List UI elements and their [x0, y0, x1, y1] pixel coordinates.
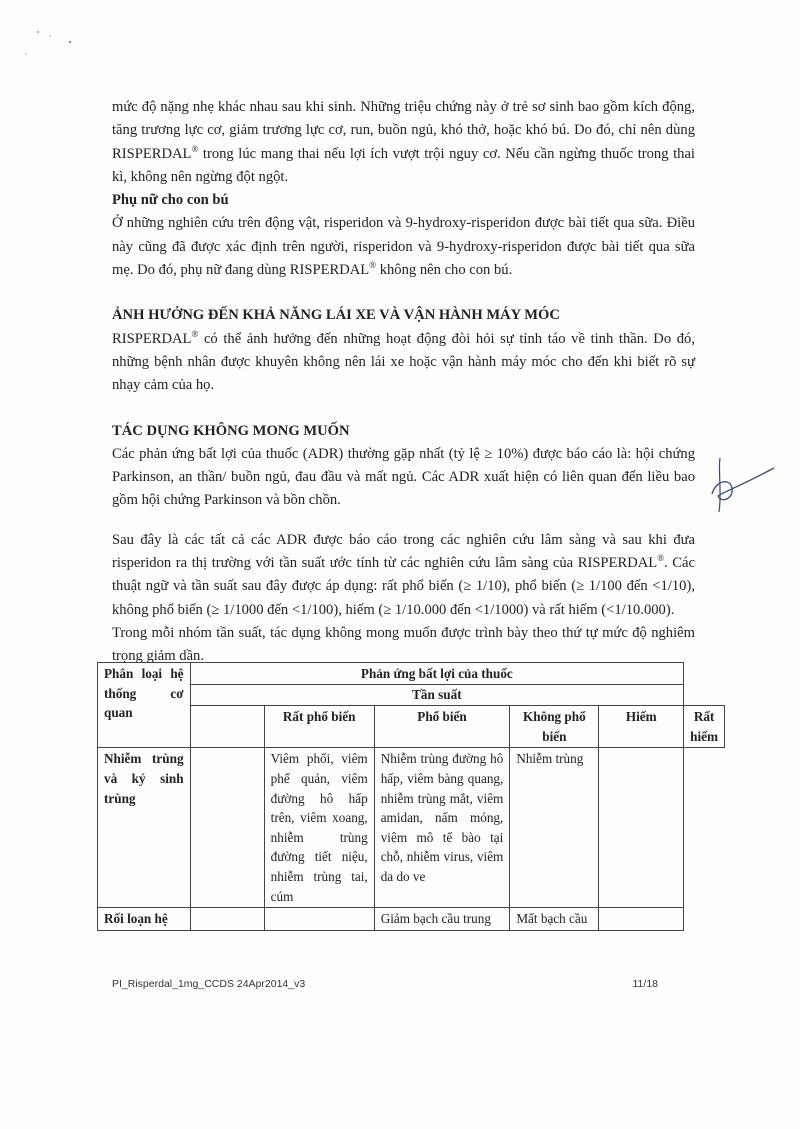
- adr-table: [97, 662, 725, 931]
- common-header: Phổ biến: [374, 706, 510, 748]
- rare-cell: Nhiễm trùng: [510, 748, 599, 908]
- breastfeeding-paragraph: Ở những nghiên cứu trên động vật, risperidon và 9-hydroxy-risperidon được bài tiết qua sữa. Điều này cũng đã được xác định trên người, risperidon và 9-hydroxy-risperidon được bài tiết qua sữa mẹ. Do đó, phụ nữ đang dùng RISPERDAL® không nên cho con bú.: [112, 215, 695, 279]
- uncommon-cell: Giảm bạch cầu trung: [374, 908, 510, 931]
- system-cell: Nhiễm trùng và ký sinh trùng: [98, 748, 191, 908]
- uncommon-header: Không phổ biến: [510, 706, 599, 748]
- table-row: [98, 748, 725, 908]
- rare-header: Hiếm: [599, 706, 684, 748]
- page-footer: [112, 978, 658, 990]
- severity-order-paragraph: Trong mỗi nhóm tần suất, tác dụng không mong muốn được trình bày theo thứ tự mức độ nghiêm trọng giảm dần.: [112, 624, 695, 665]
- handwritten-initial-mark: [700, 452, 780, 522]
- uncommon-cell: Nhiễm trùng đường hô hấp, viêm bàng quang, nhiễm trùng mắt, viêm amidan, nấm móng, viêm mô tế bào tại chỗ, nhiễm virus, viêm da do ve: [374, 748, 510, 908]
- very-common-header: Rất phổ biến: [264, 706, 374, 748]
- very-common-cell: [190, 908, 264, 931]
- common-cell: Viêm phổi, viêm phế quản, viêm đường hô hấp trên, viêm xoang, nhiễm trùng đường tiết niệu, nhiễm trùng tai, cúm: [264, 748, 374, 908]
- page-number: 11/18: [632, 978, 658, 990]
- very-rare-cell: [599, 908, 684, 931]
- adr-header: Phản ứng bất lợi của thuốc Tần suất: [190, 663, 684, 706]
- very-rare-header: Rất hiếm: [684, 706, 725, 748]
- table-row: [98, 908, 725, 931]
- scan-specks: [18, 22, 88, 72]
- system-cell: Rối loạn hệ: [98, 908, 191, 931]
- system-organ-class-header: Phân loại hệ thống cơ quan: [98, 663, 191, 748]
- frequency-header: Tần suất: [191, 684, 684, 705]
- rare-cell: Mất bạch cầu: [510, 908, 599, 931]
- adverse-summary-paragraph: Các phản ứng bất lợi của thuốc (ADR) thường gặp nhất (tỷ lệ ≥ 10%) được báo cáo là: hội chứng Parkinson, an thần/ buồn ngủ, đau đầu và mất ngủ. Các ADR xuất hiện có liên quan đến liều bao gồm hội chứng Parkinson và bồn chồn.: [112, 445, 695, 509]
- common-cell: [264, 908, 374, 931]
- breastfeeding-heading: Phụ nữ cho con bú: [112, 192, 229, 209]
- blank-cell: [190, 706, 264, 748]
- driving-heading: ẢNH HƯỞNG ĐẾN KHẢ NĂNG LÁI XE VÀ VẬN HÀNH MÁY MÓC: [112, 307, 560, 324]
- driving-paragraph: RISPERDAL® có thể ảnh hưởng đến những hoạt động đòi hỏi sự tỉnh táo về tinh thần. Do đó, những bệnh nhân được khuyên không nên lái xe hoặc vận hành máy móc cho đến khi biết rõ sự nhạy cảm của họ.: [112, 328, 695, 394]
- document-id: PI_Risperdal_1mg_CCDS 24Apr2014_v3: [112, 978, 306, 990]
- document-body: [112, 96, 695, 669]
- adverse-frequency-paragraph: Sau đây là các tất cả các ADR được báo cáo trong các nghiên cứu lâm sàng và sau khi đưa risperidon ra thị trường với tần suất ước tính từ các nghiên cứu lâm sàng của RISPERDAL®. Các thuật ngữ và tần suất sau đây được áp dụng: rất phổ biến (≥ 1/10), phổ biến (≥ 1/100 đến <1/10), không phổ biến (≥ 1/1000 đến <1/100), hiếm (≥ 1/10.000 đến <1/1000) và rất hiếm (<1/10.000).: [112, 531, 695, 618]
- very-rare-cell: [599, 748, 684, 908]
- adverse-effects-heading: TÁC DỤNG KHÔNG MONG MUỐN: [112, 422, 350, 439]
- pregnancy-paragraph-end: mức độ nặng nhẹ khác nhau sau khi sinh. Những triệu chứng này ở trẻ sơ sinh bao gồm kích động, tăng trương lực cơ, giảm trương lực cơ, run, buồn ngủ, khó thở, hoặc khó bú. Do đó, chỉ nên dùng RISPERDAL® trong lúc mang thai nếu lợi ích vượt trội nguy cơ. Nếu cần ngừng thuốc trong thai kì, không nên ngừng đột ngột.: [112, 99, 695, 185]
- very-common-cell: [190, 748, 264, 908]
